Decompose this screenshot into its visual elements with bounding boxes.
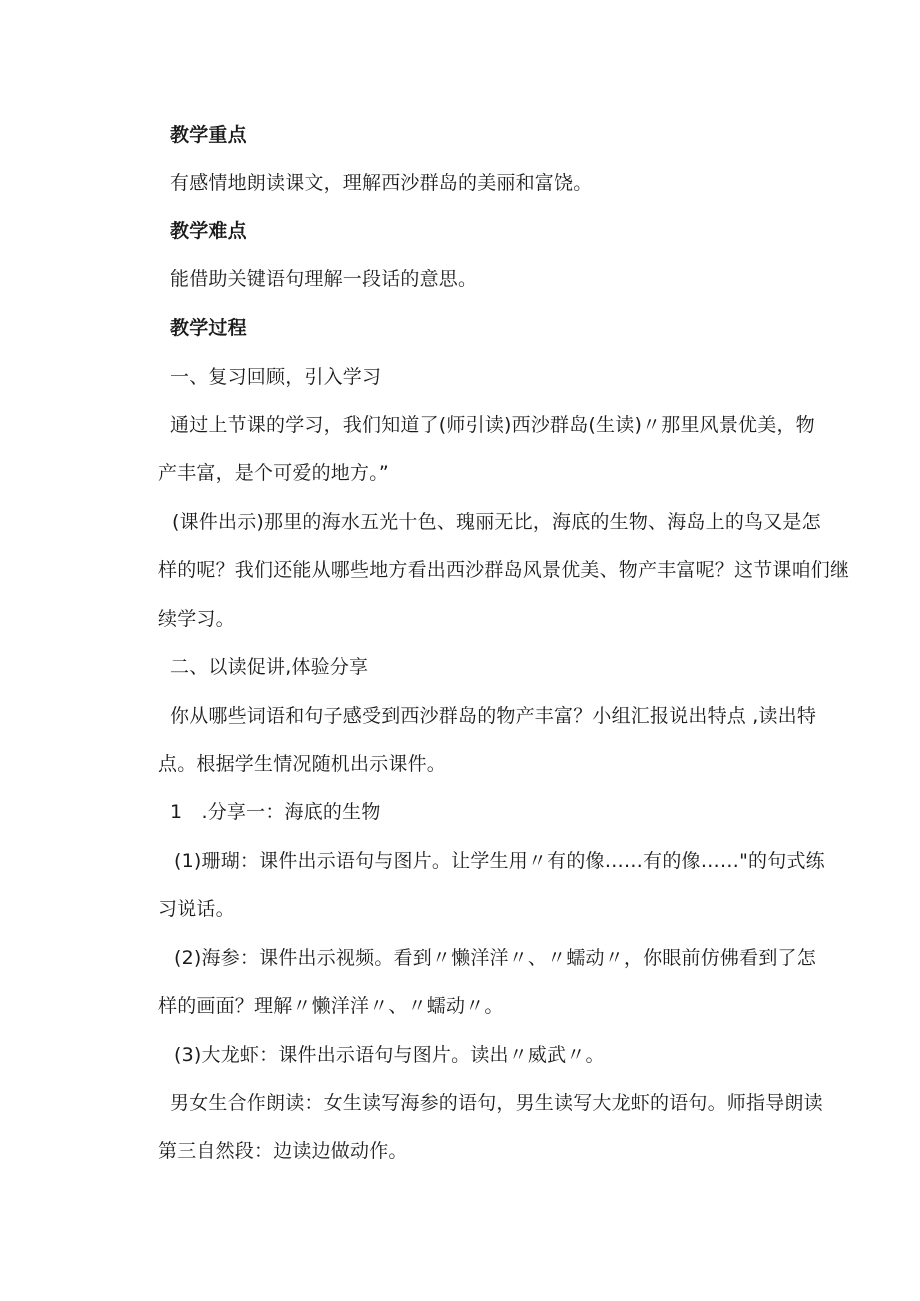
heading-teaching-focus: 教学重点 xyxy=(170,124,247,146)
sub-item-coral-line1: (1)珊瑚：课件出示语句与图片。让学生用〃有的像……有的像……"的句式练 xyxy=(174,850,825,872)
heading-teaching-process: 教学过程 xyxy=(170,317,247,339)
paragraph-question-line2: 点。根据学生情况随机出示课件。 xyxy=(158,753,447,775)
sub-item-lobster: (3)大龙虾：课件出示语句与图片。读出〃威武〃。 xyxy=(174,1044,605,1066)
sub-item-sea-cucumber-line2: 样的画面？理解〃懒洋洋〃、〃蠕动〃。 xyxy=(158,995,504,1017)
heading-teaching-difficulty: 教学难点 xyxy=(170,220,247,242)
paragraph-review-line1: 通过上节课的学习，我们知道了(师引读)西沙群岛(生读)〃那里风景优美，物 xyxy=(170,414,815,436)
paragraph-slide-line3: 续学习。 xyxy=(158,608,235,630)
paragraph-difficulty: 能借助关键语句理解一段话的意思。 xyxy=(170,268,478,290)
paragraph-question-line1: 你从哪些词语和句子感受到西沙群岛的物产丰富？小组汇报说出特点 ,读出特 xyxy=(170,705,817,727)
section-review: 一、复习回顾，引入学习 xyxy=(170,366,382,388)
paragraph-slide-line1: (课件出示)那里的海水五光十色、瑰丽无比，海底的生物、海岛上的鸟又是怎 xyxy=(172,511,821,533)
list-item-share-one: 1 .分享一：海底的生物 xyxy=(170,801,381,823)
paragraph-slide-line2: 样的呢？我们还能从哪些地方看出西沙群岛风景优美、物产丰富呢？这节课咱们继 xyxy=(158,559,850,581)
paragraph-reading-line2: 第三自然段：边读边做动作。 xyxy=(158,1140,408,1162)
paragraph-reading-line1: 男女生合作朗读：女生读写海参的语句，男生读写大龙虾的语句。师指导朗读 xyxy=(170,1092,823,1114)
paragraph-focus: 有感情地朗读课文，理解西沙群岛的美丽和富饶。 xyxy=(170,172,593,194)
sub-item-sea-cucumber-line1: (2)海参：课件出示视频。看到〃懒洋洋〃、〃蠕动〃，你眼前仿佛看到了怎 xyxy=(174,947,816,969)
section-read-share: 二、以读促讲,体验分享 xyxy=(170,656,369,678)
paragraph-review-line2: 产丰富，是个可爱的地方。” xyxy=(158,462,389,484)
sub-item-coral-line2: 习说话。 xyxy=(158,898,235,920)
